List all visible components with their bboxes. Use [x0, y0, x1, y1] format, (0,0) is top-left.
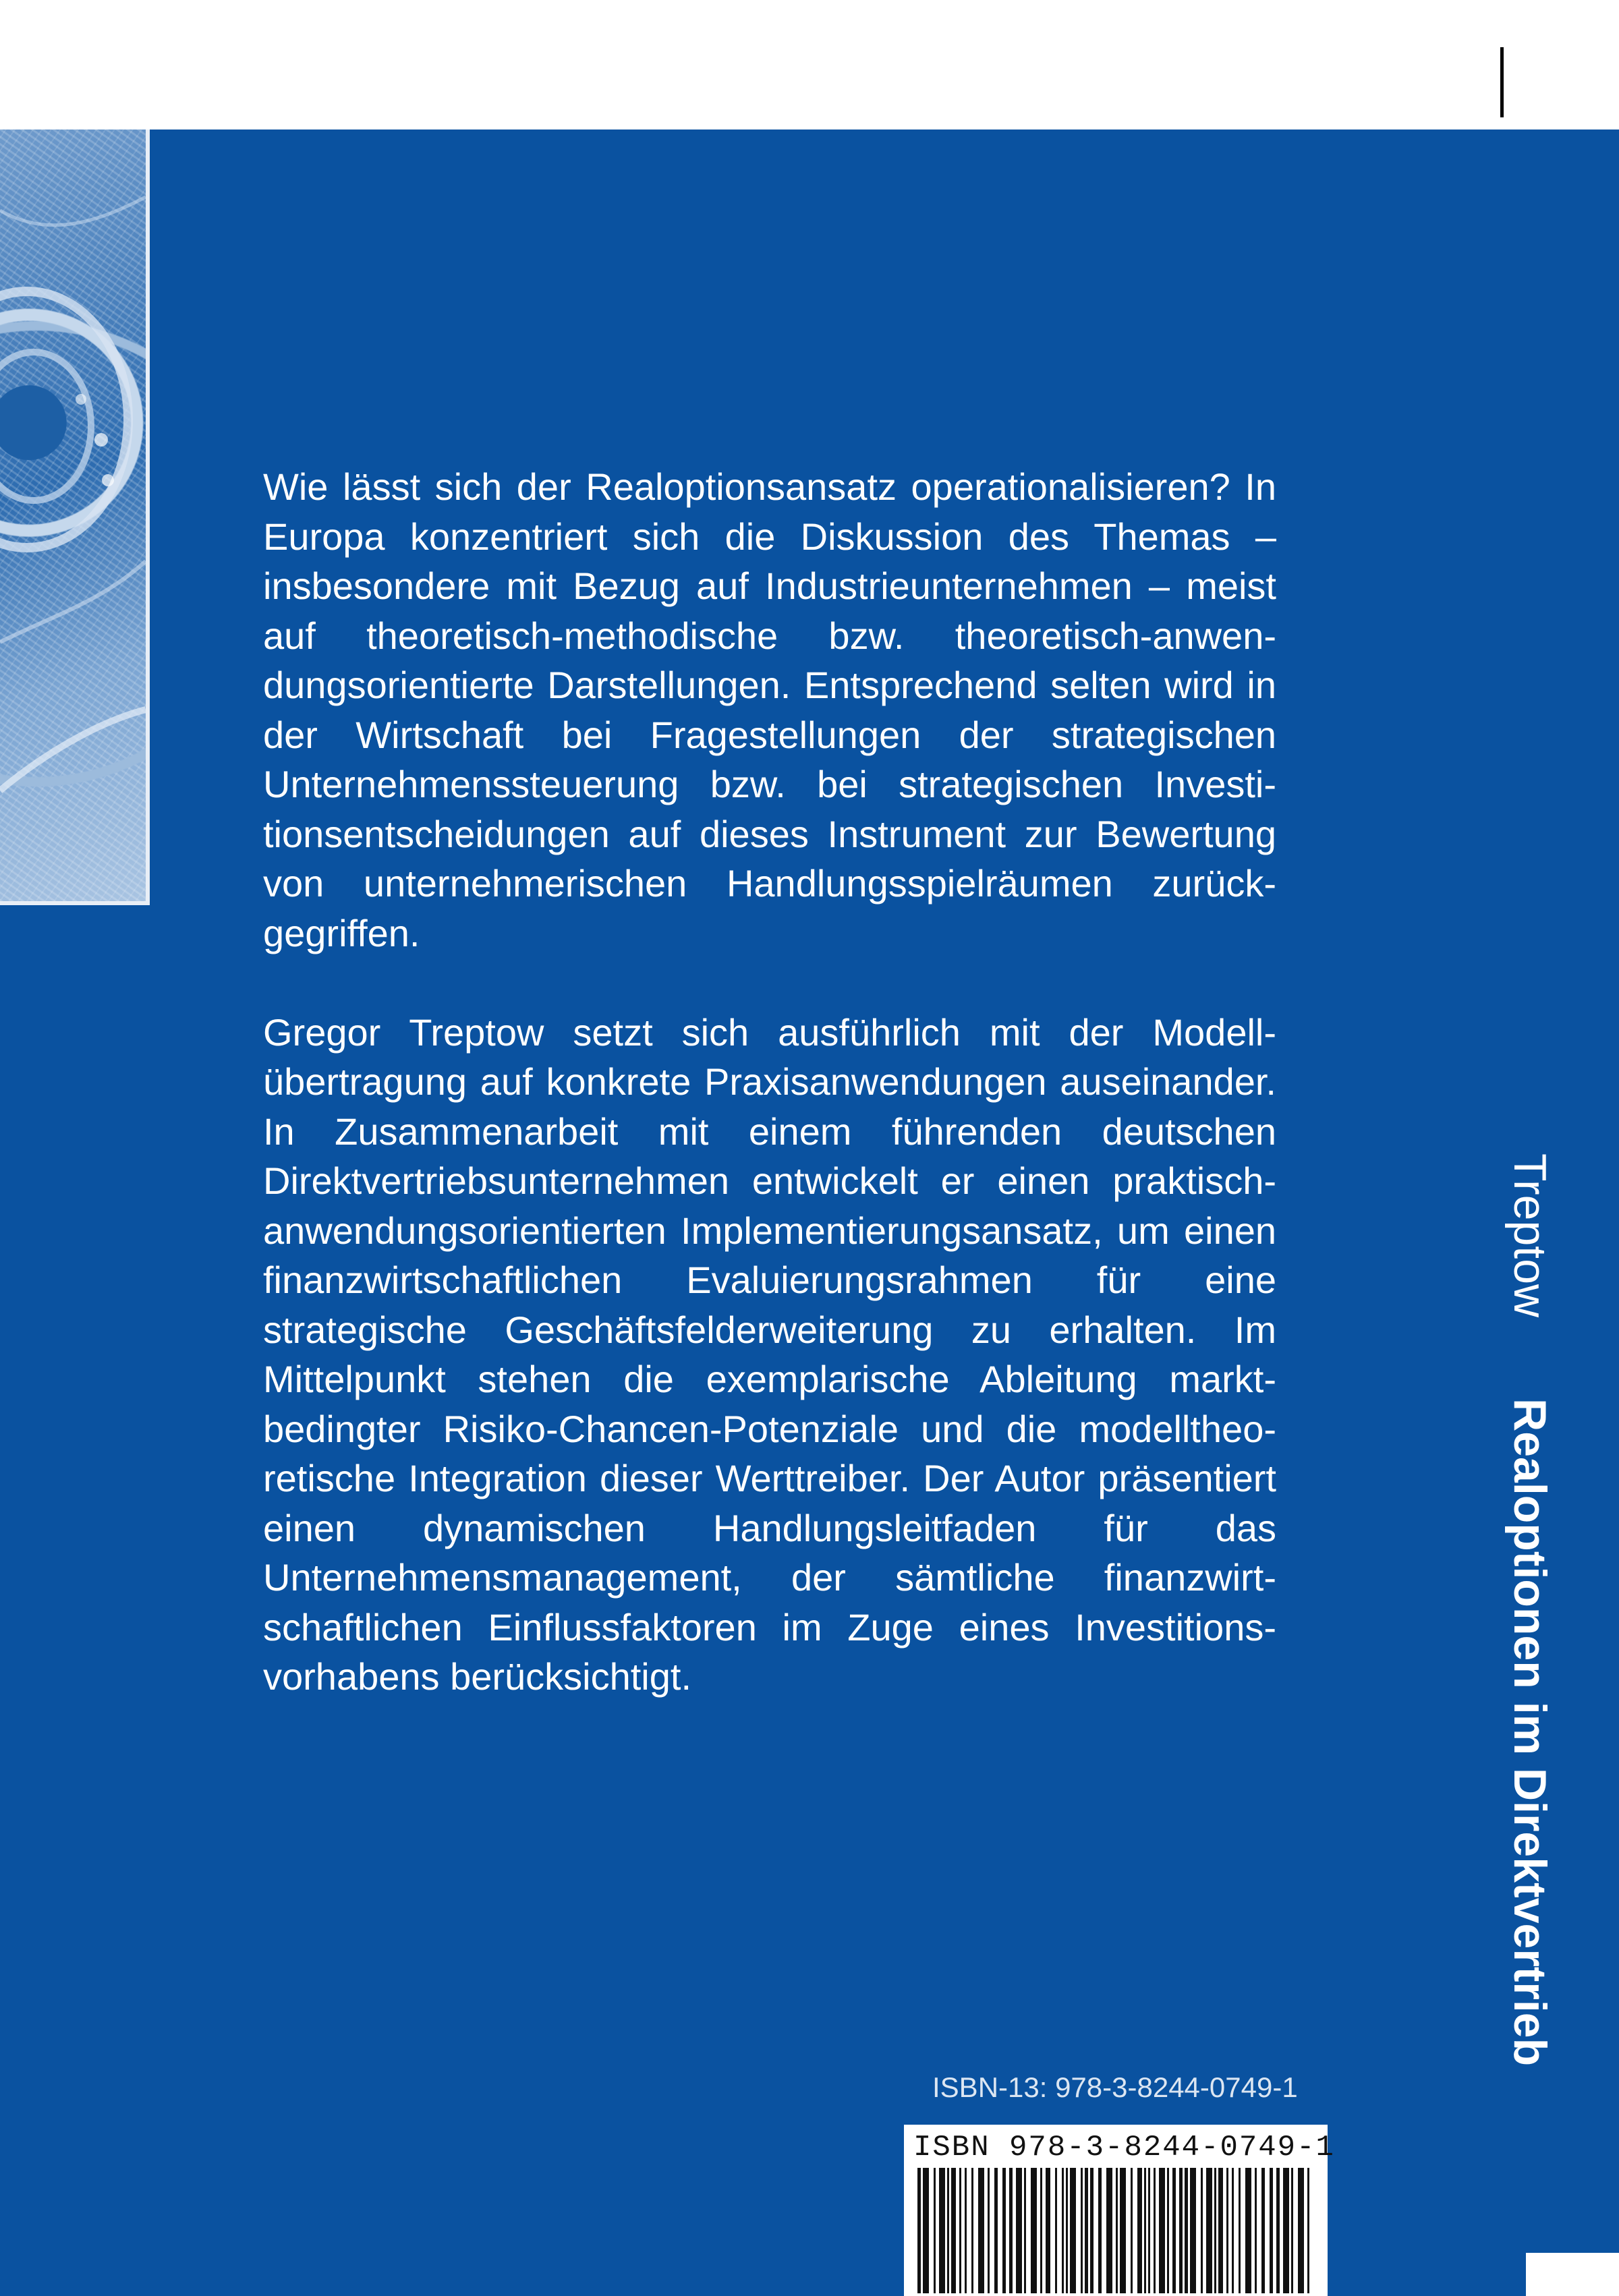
barcode-bar	[1214, 2168, 1216, 2293]
barcode-bar	[1190, 2168, 1196, 2293]
barcode-bar	[1009, 2168, 1013, 2293]
top-margin	[0, 0, 1619, 130]
barcode-bar	[1070, 2168, 1076, 2293]
barcode-bar	[1226, 2168, 1228, 2293]
barcode-bar	[1062, 2168, 1064, 2293]
crop-mark	[1500, 47, 1504, 117]
barcode-bar	[1131, 2168, 1133, 2293]
barcode-bar	[1040, 2168, 1042, 2293]
barcode-bar	[951, 2168, 956, 2293]
barcode-bar	[1218, 2168, 1223, 2293]
barcode-bar	[1159, 2168, 1165, 2293]
barcode-bar	[1066, 2168, 1068, 2293]
barcode-bar	[1144, 2168, 1146, 2293]
barcode-bar	[959, 2168, 961, 2293]
barcode-bar	[939, 2168, 945, 2293]
barcode-bar	[923, 2168, 929, 2293]
barcode-bar	[1261, 2168, 1265, 2293]
barcode-bar	[1239, 2168, 1241, 2293]
barcode-image	[904, 2125, 1335, 2296]
blurb	[263, 462, 1276, 1702]
barcode-bar	[1154, 2168, 1156, 2293]
barcode-bar	[1167, 2168, 1169, 2293]
spine-title: Realoptionen im Direktvertrieb	[1504, 1398, 1556, 2067]
barcode-bar	[917, 2168, 921, 2293]
barcode-bar	[1255, 2168, 1257, 2293]
barcode-bar	[1137, 2168, 1142, 2293]
barcode-bar	[1283, 2168, 1289, 2293]
blurb-paragraph-1: Wie lässt sich der Realoptionsansatz operationalisieren? In Europa konzentriert sich die Diskussion des Themas – insbesondere mit Bezug auf Industrieunternehmen – meist auf theoretisch-methodische bzw. theoretisch-anwendungsorientierte Darstellungen. Entsprechend selten wird in der Wirtschaft bei Fragestellungen der strategischen Unternehmenssteuerung bzw. bei strategischen Investitionsentscheidungen auf dieses Instrument zur Bewertung von unternehmerischen Handlungsspielräumen zurückgegriffen.	[263, 465, 1276, 954]
barcode-bar	[1081, 2168, 1083, 2293]
barcode-bar	[978, 2168, 984, 2293]
barcode-bar	[1016, 2168, 1022, 2293]
barcode-bar	[1185, 2168, 1188, 2293]
barcode-bar	[988, 2168, 990, 2293]
barcode-bar	[1232, 2168, 1234, 2293]
barcode-bar	[1090, 2168, 1093, 2293]
barcode-bar	[934, 2168, 936, 2293]
barcode-bar	[1024, 2168, 1026, 2293]
cover-photo-image	[0, 130, 150, 905]
barcode-bar	[1206, 2168, 1212, 2293]
barcode-bar	[1002, 2168, 1006, 2293]
barcode-text: ISBN 978-3-8244-0749-1	[913, 2131, 1335, 2164]
barcode-bar	[1116, 2168, 1118, 2293]
barcode-bar	[1291, 2168, 1293, 2293]
corner-box	[1526, 2253, 1619, 2296]
barcode-bar	[994, 2168, 998, 2293]
barcode-bar	[1098, 2168, 1102, 2293]
barcode-bar	[971, 2168, 973, 2293]
barcode-bar	[1031, 2168, 1037, 2293]
barcode-bar	[1307, 2168, 1309, 2293]
barcode-bar	[1276, 2168, 1280, 2293]
barcode-bar	[1179, 2168, 1183, 2293]
barcode-bar	[1106, 2168, 1112, 2293]
spine-text	[1503, 1153, 1557, 2066]
barcode-bars	[913, 2168, 1318, 2293]
barcode-bar	[947, 2168, 949, 2293]
barcode-bar	[1148, 2168, 1150, 2293]
barcode-bar	[965, 2168, 967, 2293]
barcode-bar	[1172, 2168, 1176, 2293]
barcode-bar	[1298, 2168, 1304, 2293]
barcode-bar	[1046, 2168, 1050, 2293]
barcode-bar	[1270, 2168, 1273, 2293]
spine-author: Treptow	[1504, 1153, 1556, 1318]
barcode-bar	[1120, 2168, 1126, 2293]
isbn-label: ISBN-13: 978-3-8244-0749-1	[932, 2071, 1298, 2103]
blurb-paragraph-2: Gregor Treptow setzt sich ausführlich mit der Modellübertragung auf konkrete Praxisanwendungen auseinander. In Zusammenarbeit mit einem führenden deutschen Direktvertriebsunternehmen entwickelt er einen praktisch-anwendungsorientierten Implementierungsansatz, um einen finanzwirtschaftlichen Evaluierungsrahmen für eine strategische Geschäftsfelderweiterung zu erhalten. Im Mittelpunkt stehen die exemplarische Ableitung marktbedingter Risiko-Chancen-Potenziale und die modelltheoretische Integration dieser Werttreiber. Der Autor präsentiert einen dynamischen Handlungsleitfaden für das Unternehmensmanagement, der sämtliche finanzwirtschaftlichen Einflussfaktoren im Zuge eines Investitionsvorhabens berücksichtigt.	[263, 1010, 1276, 1698]
barcode-bar	[1201, 2168, 1203, 2293]
barcode-bar	[1085, 2168, 1088, 2293]
barcode-bar	[1055, 2168, 1057, 2293]
barcode-bar	[1245, 2168, 1251, 2293]
